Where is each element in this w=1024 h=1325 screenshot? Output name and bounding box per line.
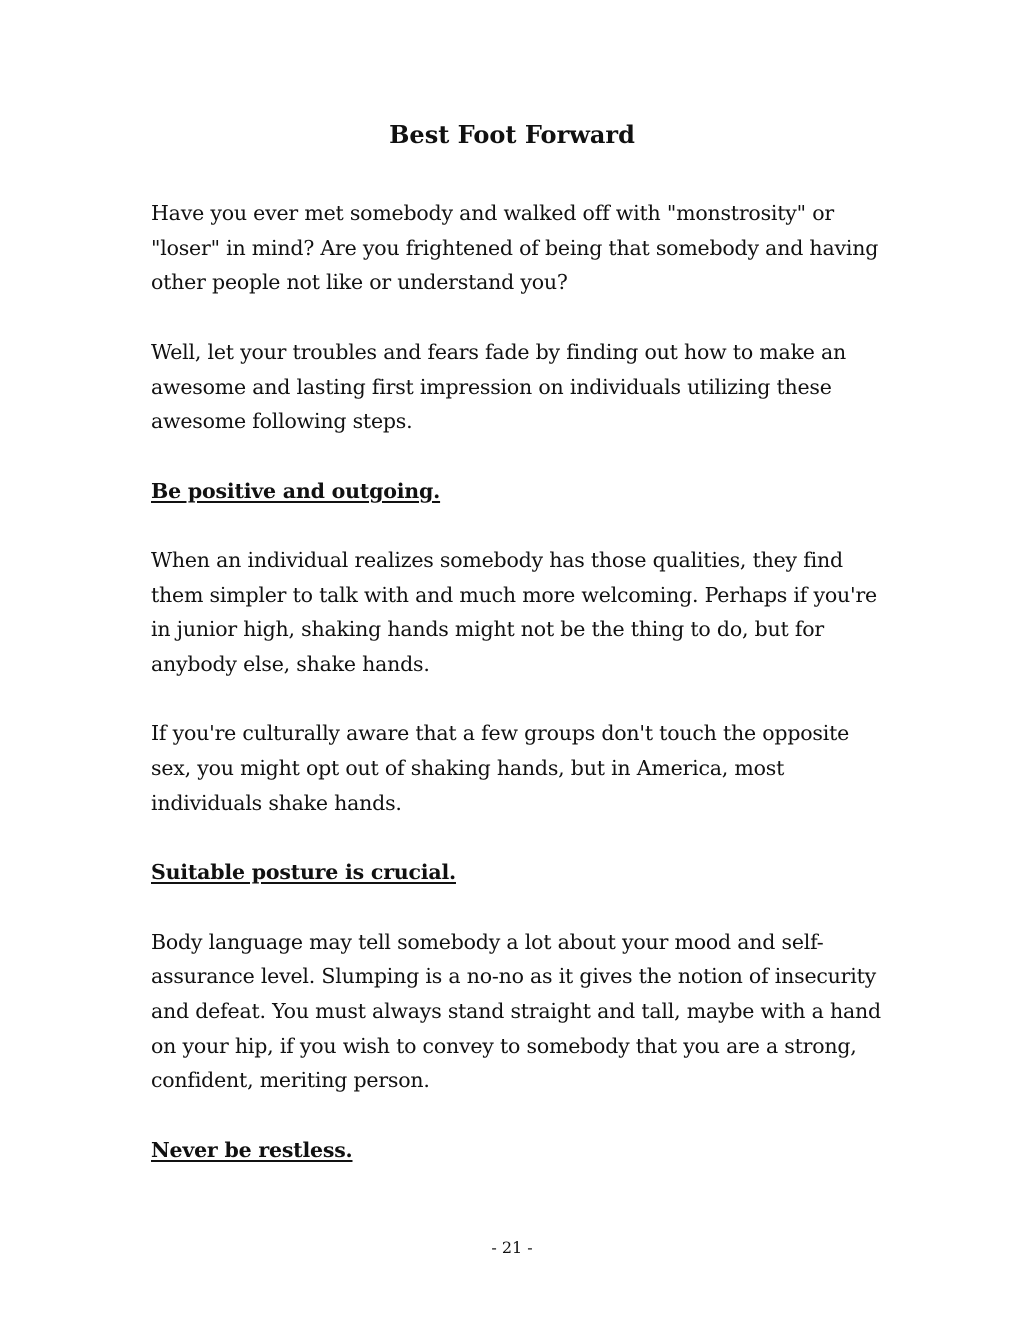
paragraph-body-language: Body language may tell somebody a lot about your mood and self-assurance level. Slumping is a no-no as it gives the notion of insecurity and defeat. You must always stand straight and tall, maybe with a hand on your hip, if you wish to convey to somebody that you are a strong, confident, meriting person. xyxy=(151,929,881,1093)
paragraph-steps-intro: Well, let your troubles and fears fade by finding out how to make an awesome and lasting first impression on individuals utilizing these awesome following steps. xyxy=(151,339,847,434)
section-heading-restless: Never be restless. xyxy=(151,1137,353,1162)
section-heading-posture: Suitable posture is crucial. xyxy=(151,860,456,885)
paragraph-intro: Have you ever met somebody and walked off with "monstrosity" or "loser" in mind? Are you frightened of being that somebody and having other people not like or understand you? xyxy=(151,201,879,295)
paragraph-qualities: When an individual realizes somebody has those qualities, they find them simpler to talk with and much more welcoming. Perhaps if you're in junior high, shaking hands might not be the thing to do, but for anybody else, shake hands. xyxy=(151,547,877,677)
paragraph-cultural: If you're culturally aware that a few groups don't touch the opposite sex, you might opt out of shaking hands, but in America, most individuals shake hands. xyxy=(151,721,850,815)
section-heading-positive: Be positive and outgoing. xyxy=(151,478,441,503)
page-content xyxy=(151,196,881,1202)
page-number: - 21 - xyxy=(491,1238,533,1257)
page-title: Best Foot Forward xyxy=(389,120,635,149)
